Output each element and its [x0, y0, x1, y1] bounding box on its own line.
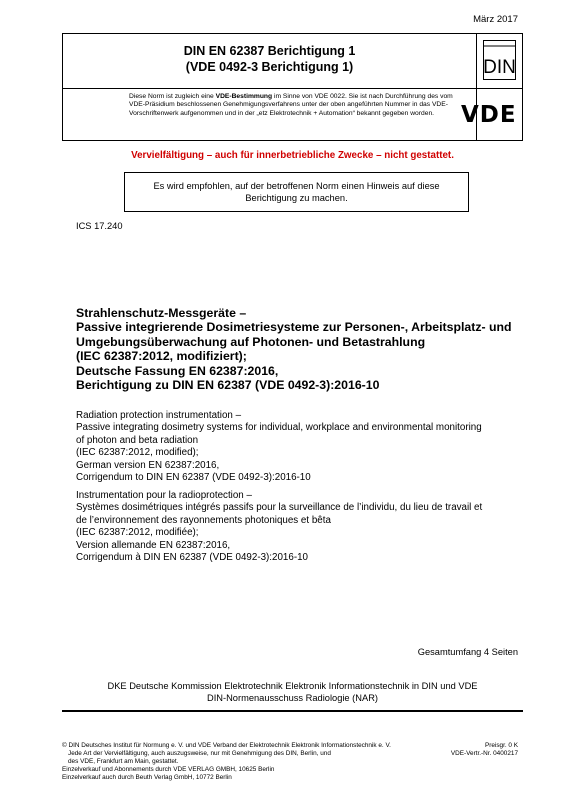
price-group: Preisgr. 0 K: [484, 742, 518, 749]
german-title-line: Umgebungsüberwachung auf Photonen- und Betastrahlung: [76, 334, 426, 349]
english-title-line: of photon and beta radiation: [76, 434, 199, 446]
footer-divider: [62, 710, 523, 712]
din-logo-cell: [477, 34, 522, 89]
english-title-line: Passive integrating dosimetry systems for individual, workplace and environmental monitoring: [76, 422, 482, 434]
note-line-2: Berichtigung zu machen.: [245, 193, 348, 203]
note-line-1: Es wird empfohlen, auf der betroffenen Norm einen Hinweis auf diese: [153, 181, 440, 191]
french-title-line: Corrigendum à DIN EN 62387 (VDE 0492-3):2016-10: [76, 552, 308, 564]
french-title-line: de l’environnement des rayonnements photoniques et bêta: [76, 514, 331, 526]
vde-note-text-pre: Diese Norm ist zugleich eine: [129, 93, 216, 100]
publication-date: März 2017: [473, 14, 518, 25]
vde-note-text-post: im Sinne von VDE 0022. Sie ist nach Durchführung des vom VDE-Präsidium beschlossenen Genehmigungsverfahrens unter der oben angeführten Nummer in das VDE-Vorschriftenwerk aufgenommen und in der „etz Elektrotechnik + Automation“ bekannt gegeben worden.: [129, 93, 453, 117]
french-title-line: Instrumentation pour la radioprotection –: [76, 490, 252, 501]
vde-note-bold: VDE-Bestimmung: [215, 93, 273, 100]
vde-determination-note: [63, 89, 477, 140]
copyright-line-3: des VDE, Frankfurt am Main, gestattet.: [68, 758, 179, 765]
vde-contract-number: VDE-Vertr.-Nr. 0400217: [450, 750, 518, 757]
french-title: [76, 490, 526, 564]
title-line-2: (VDE 0492-3 Berichtigung 1): [185, 60, 354, 74]
english-title-line: Radiation protection instrumentation –: [76, 410, 242, 421]
french-title-line: Systèmes dosimétriques intégrés passifs pour la surveillance de l’individu, du lieu de travail et: [76, 502, 483, 514]
committee-info: [62, 680, 523, 705]
german-title-line: Berichtigung zu DIN EN 62387 (VDE 0492-3):2016-10: [76, 378, 380, 393]
recommendation-note: [124, 172, 469, 212]
total-pages: Gesamtumfang 4 Seiten: [417, 647, 518, 657]
footer-copyright: [62, 742, 442, 782]
english-title-line: (IEC 62387:2012, modified);: [76, 447, 199, 459]
ics-code: ICS 17.240: [76, 221, 123, 231]
copyright-line-1: © DIN Deutsches Institut für Normung e. V. und VDE Verband der Elektrotechnik Elektronik Informationstechnik e. V.: [62, 742, 391, 749]
vde-logo-cell: [461, 89, 522, 140]
header-box: [62, 33, 523, 141]
din-logo-icon: [483, 40, 516, 80]
committee-line-1: DKE Deutsche Kommission Elektrotechnik Elektronik Informationstechnik in DIN und VDE: [107, 681, 478, 691]
german-title-line: Deutsche Fassung EN 62387:2016,: [76, 363, 279, 378]
document-title: [63, 34, 477, 89]
english-title-line: German version EN 62387:2016,: [76, 459, 220, 471]
sales-line-2: Einzelverkauf auch durch Beuth Verlag GmbH, 10772 Berlin: [62, 774, 232, 781]
french-title-line: (IEC 62387:2012, modifiée);: [76, 527, 199, 539]
title-line-1: DIN EN 62387 Berichtigung 1: [183, 44, 356, 58]
french-title-line: Version allemande EN 62387:2016,: [76, 539, 231, 551]
price-info: [451, 742, 518, 758]
reproduction-warning: Vervielfältigung – auch für innerbetriebliche Zwecke – nicht gestattet.: [131, 150, 454, 161]
sales-line-1: Einzelverkauf und Abonnements durch VDE VERLAG GMBH, 10625 Berlin: [62, 766, 275, 773]
english-title-line: Corrigendum to DIN EN 62387 (VDE 0492-3):2016-10: [76, 472, 311, 484]
english-title: [76, 410, 526, 484]
committee-line-2: DIN-Normenausschuss Radiologie (NAR): [206, 693, 379, 704]
vde-logo-icon: VDE: [461, 102, 517, 128]
german-title: [76, 306, 526, 392]
din-logo-text: DIN: [483, 57, 516, 78]
german-title-line: (IEC 62387:2012, modifiziert);: [76, 349, 247, 364]
copyright-line-2: Jede Art der Vervielfältigung, auch auszugsweise, nur mit Genehmigung des DIN, Berlin, und: [68, 750, 331, 757]
german-title-line: Strahlenschutz-Messgeräte –: [76, 306, 247, 320]
german-title-line: Passive integrierende Dosimetriesysteme zur Personen-, Arbeitsplatz- und: [76, 320, 512, 335]
